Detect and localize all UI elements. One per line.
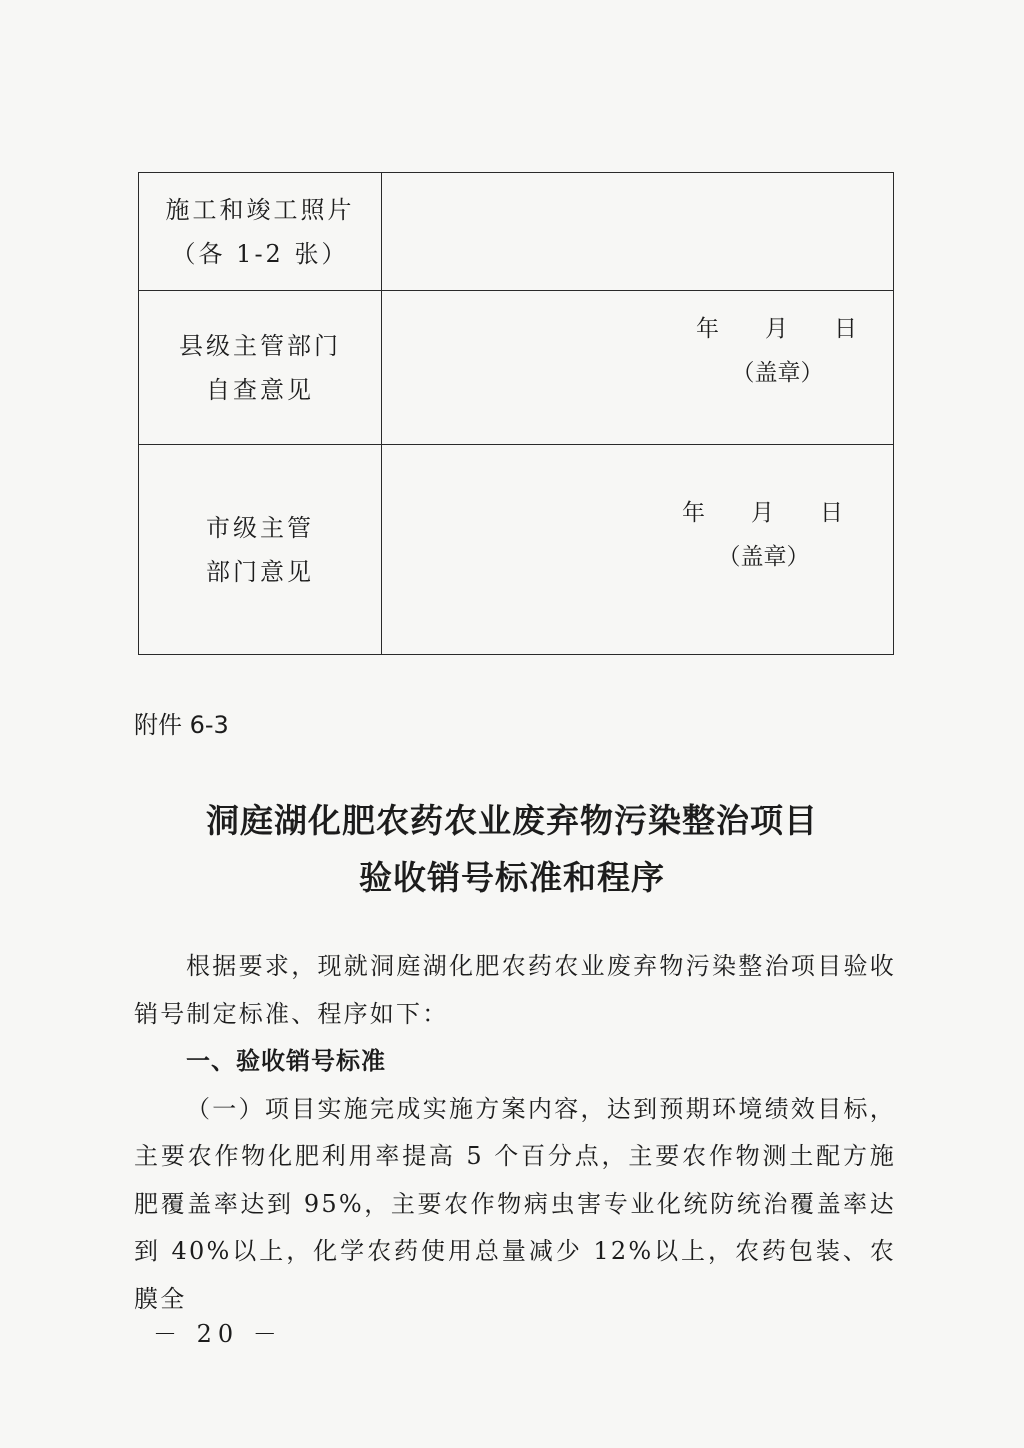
row-label-line: 市级主管 bbox=[206, 513, 314, 542]
row-label bbox=[139, 173, 382, 291]
date-year: 年 bbox=[696, 316, 721, 342]
county-opinion-field bbox=[382, 291, 894, 445]
date-line bbox=[682, 491, 845, 535]
acceptance-form-table bbox=[138, 172, 894, 655]
date-month: 月 bbox=[765, 316, 790, 342]
section-heading: 一、验收销号标准 bbox=[186, 1047, 386, 1075]
date-day: 日 bbox=[834, 316, 859, 342]
row-label-line: 部门意见 bbox=[206, 557, 314, 586]
table-row bbox=[139, 173, 894, 291]
row-label-line: 施工和竣工照片 bbox=[165, 195, 355, 224]
table-row bbox=[139, 291, 894, 445]
paragraph: 根据要求，现就洞庭湖化肥农药农业废弃物污染整治项目验收销号制定标准、程序如下： bbox=[134, 952, 896, 1028]
row-label-line: （各 1-2 张） bbox=[171, 239, 349, 268]
date-year: 年 bbox=[682, 500, 707, 526]
row-label-line: 县级主管部门 bbox=[179, 331, 341, 360]
city-opinion-field bbox=[382, 445, 894, 655]
page-number: － 20 － bbox=[153, 1320, 283, 1348]
attachment-label: 附件 6-3 bbox=[134, 711, 229, 739]
date-day: 日 bbox=[820, 500, 845, 526]
row-label bbox=[139, 291, 382, 445]
document-subtitle: 验收销号标准和程序 bbox=[359, 858, 665, 897]
photo-field bbox=[382, 173, 894, 291]
date-month: 月 bbox=[751, 500, 776, 526]
date-seal-block bbox=[696, 307, 859, 395]
row-label bbox=[139, 445, 382, 655]
body-text bbox=[134, 943, 896, 1323]
date-seal-block bbox=[682, 491, 845, 579]
paragraph: （一）项目实施完成实施方案内容，达到预期环境绩效目标，主要农作物化肥利用率提高 5 个百分点，主要农作物测土配方施肥覆盖率达到 95%，主要农作物病虫害专业化统防统治覆盖率达到 40%以上，化学农药使用总量减少 12%以上，农药包装、农膜全 bbox=[134, 1094, 896, 1313]
date-line bbox=[696, 307, 859, 351]
seal-text: （盖章） bbox=[731, 360, 824, 386]
seal-text: （盖章） bbox=[717, 544, 810, 570]
document-title: 洞庭湖化肥农药农业废弃物污染整治项目 bbox=[206, 801, 818, 840]
table-row bbox=[139, 445, 894, 655]
row-label-line: 自查意见 bbox=[206, 375, 314, 404]
